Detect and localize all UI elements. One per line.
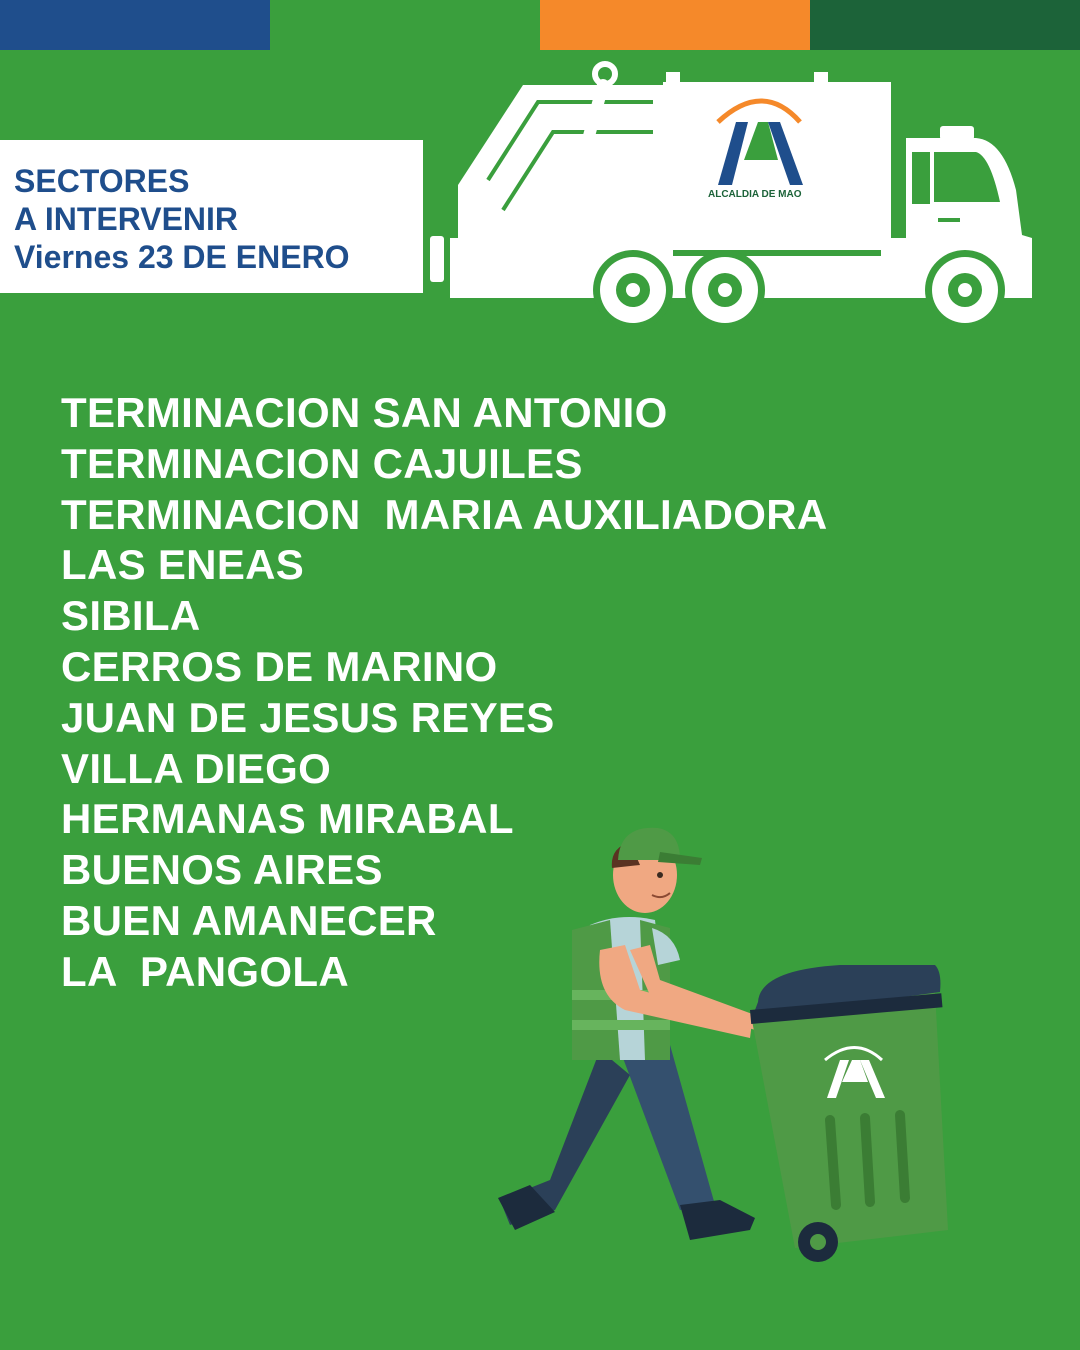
header-date: Viernes 23 DE ENERO bbox=[14, 239, 350, 275]
logo-text: ALCALDIA DE MAO bbox=[708, 189, 802, 200]
list-item: TERMINACION CAJUILES bbox=[61, 439, 583, 487]
list-item: LA PANGOLA bbox=[61, 947, 349, 995]
trash-bin-icon bbox=[750, 965, 948, 1262]
list-item: BUENOS AIRES bbox=[61, 846, 383, 894]
list-item: SIBILA bbox=[61, 592, 201, 640]
list-item: TERMINACION MARIA AUXILIADORA bbox=[61, 490, 828, 538]
top-strip-dark-green bbox=[810, 0, 1080, 50]
list-item: HERMANAS MIRABAL bbox=[61, 795, 514, 843]
garbage-truck-icon bbox=[428, 60, 1053, 330]
header-box bbox=[0, 140, 423, 293]
header-title: SECTORES bbox=[14, 163, 190, 199]
list-item: CERROS DE MARINO bbox=[61, 642, 498, 690]
worker-icon bbox=[480, 820, 960, 1270]
list-item: JUAN DE JESUS REYES bbox=[61, 693, 555, 741]
list-item: LAS ENEAS bbox=[61, 541, 305, 589]
top-strip-orange bbox=[540, 0, 810, 50]
list-item: BUEN AMANECER bbox=[61, 896, 437, 944]
top-strip-blue bbox=[0, 0, 270, 50]
list-item: TERMINACION SAN ANTONIO bbox=[61, 389, 668, 436]
list-item: VILLA DIEGO bbox=[61, 744, 332, 792]
top-strip-green bbox=[270, 0, 540, 50]
header-subtitle: A INTERVENIR bbox=[14, 201, 239, 237]
